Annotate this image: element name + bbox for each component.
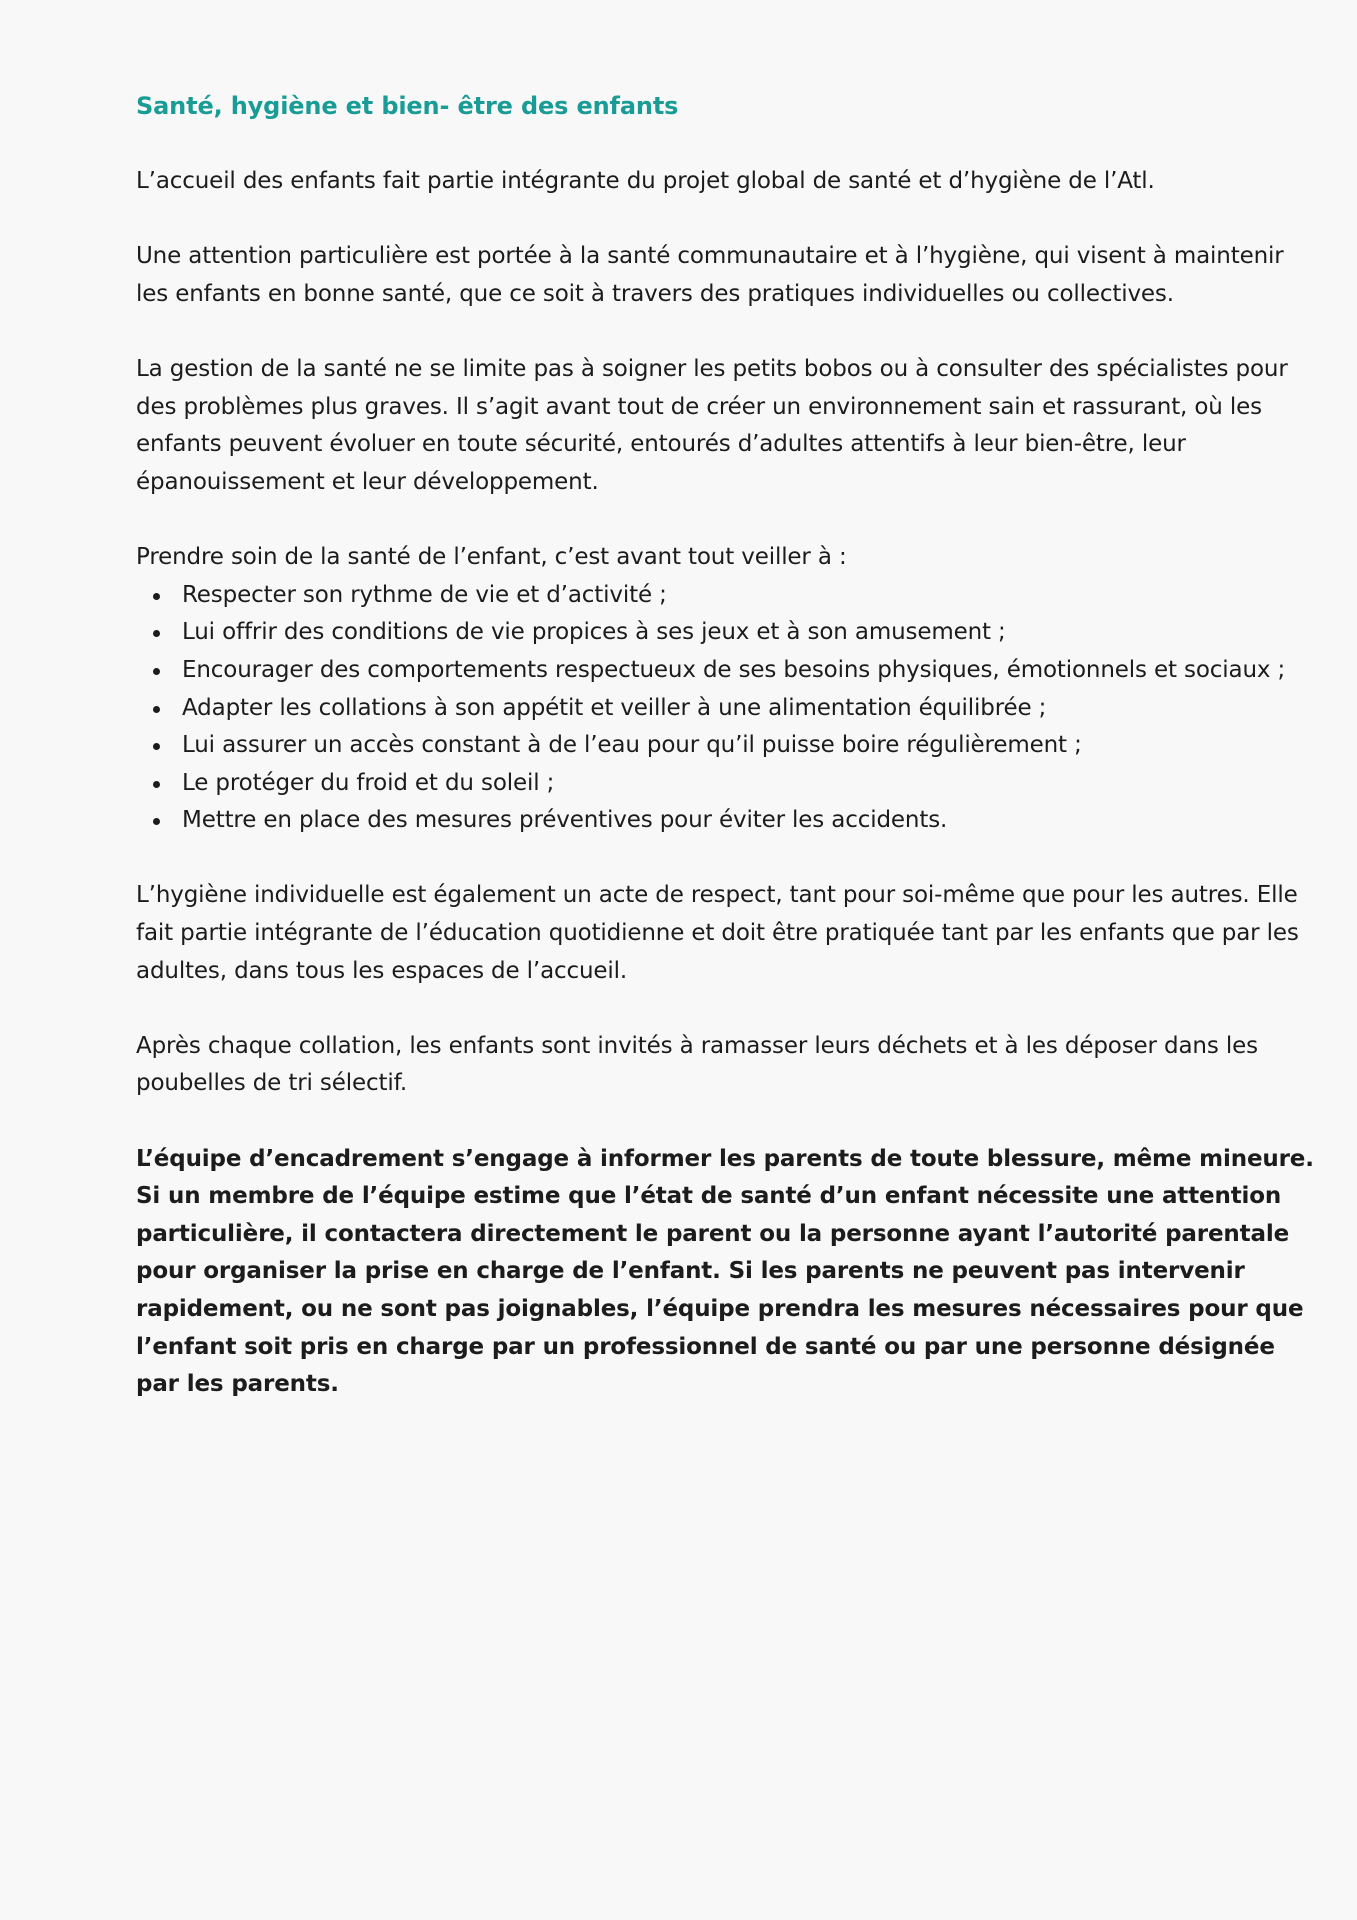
list-item bbox=[136, 727, 1321, 765]
list-item bbox=[136, 802, 1321, 840]
hygiene-paragraph: L’hygiène individuelle est également un acte de respect, tant pour soi-même que pour les autres. Elle fait partie intégrante de l’éducation quotidienne et doit être pratiquée tant par les enfants que par les adultes, dans tous les espaces de l’accueil. bbox=[136, 882, 1299, 984]
document-content bbox=[136, 88, 1321, 1404]
list-item-text: Mettre en place des mesures préventives pour éviter les accidents. bbox=[182, 807, 948, 834]
bullet-icon bbox=[153, 743, 160, 750]
bullet-icon bbox=[153, 818, 160, 825]
bullet-icon bbox=[153, 668, 160, 675]
section-title: Santé, hygiène et bien- être des enfants bbox=[136, 92, 679, 120]
bullet-icon bbox=[153, 630, 160, 637]
list-item bbox=[136, 652, 1321, 690]
list-item-text: Lui offrir des conditions de vie propices à ses jeux et à son amusement ; bbox=[182, 619, 1006, 646]
care-list bbox=[136, 577, 1321, 840]
bullet-icon bbox=[153, 593, 160, 600]
bullet-icon bbox=[153, 781, 160, 788]
health-management-paragraph: La gestion de la santé ne se limite pas à soigner les petits bobos ou à consulter des spécialistes pour des problèmes plus graves. Il s’agit avant tout de créer un environnement sain et rassurant, où les enfants peuvent évoluer en toute sécurité, entourés d’adultes attentifs à leur bien-être, leur épanouissement et leur développement. bbox=[136, 356, 1288, 495]
list-intro-paragraph: Prendre soin de la santé de l’enfant, c’est avant tout veiller à : bbox=[136, 544, 847, 571]
list-item-text: Lui assurer un accès constant à de l’eau pour qu’il puisse boire régulièrement ; bbox=[182, 732, 1082, 759]
list-item-text: Respecter son rythme de vie et d’activité ; bbox=[182, 581, 667, 608]
waste-sorting-paragraph: Après chaque collation, les enfants sont invités à ramasser leurs déchets et à les déposer dans les poubelles de tri sélectif. bbox=[136, 1032, 1258, 1097]
list-item bbox=[136, 765, 1321, 803]
list-item bbox=[136, 614, 1321, 652]
list-item-text: Encourager des comportements respectueux de ses besoins physiques, émotionnels et sociaux ; bbox=[182, 656, 1286, 683]
list-item bbox=[136, 690, 1321, 728]
community-health-paragraph: Une attention particulière est portée à la santé communautaire et à l’hygiène, qui visent à maintenir les enfants en bonne santé, que ce soit à travers des pratiques individuelles ou collectives. bbox=[136, 243, 1284, 307]
bullet-icon bbox=[153, 706, 160, 713]
team-commitment-paragraph: L’équipe d’encadrement s’engage à informer les parents de toute blessure, même mineure. Si un membre de l’équipe estime que l’état de santé d’un enfant nécessite une attention particulière, il contactera directement le parent ou la personne ayant l’autorité parentale pour organiser la prise en charge de l’enfant. Si les parents ne peuvent pas intervenir rapidement, ou ne sont pas joignables, l’équipe prendra les mesures nécessaires pour que l’enfant soit pris en charge par un professionnel de santé ou par une personne désignée par les parents. bbox=[136, 1145, 1314, 1398]
intro-paragraph: L’accueil des enfants fait partie intégrante du projet global de santé et d’hygiène de l’Atl. bbox=[136, 168, 1155, 195]
list-item bbox=[136, 577, 1321, 615]
list-item-text: Le protéger du froid et du soleil ; bbox=[182, 769, 555, 796]
list-item-text: Adapter les collations à son appétit et veiller à une alimentation équilibrée ; bbox=[182, 694, 1047, 721]
